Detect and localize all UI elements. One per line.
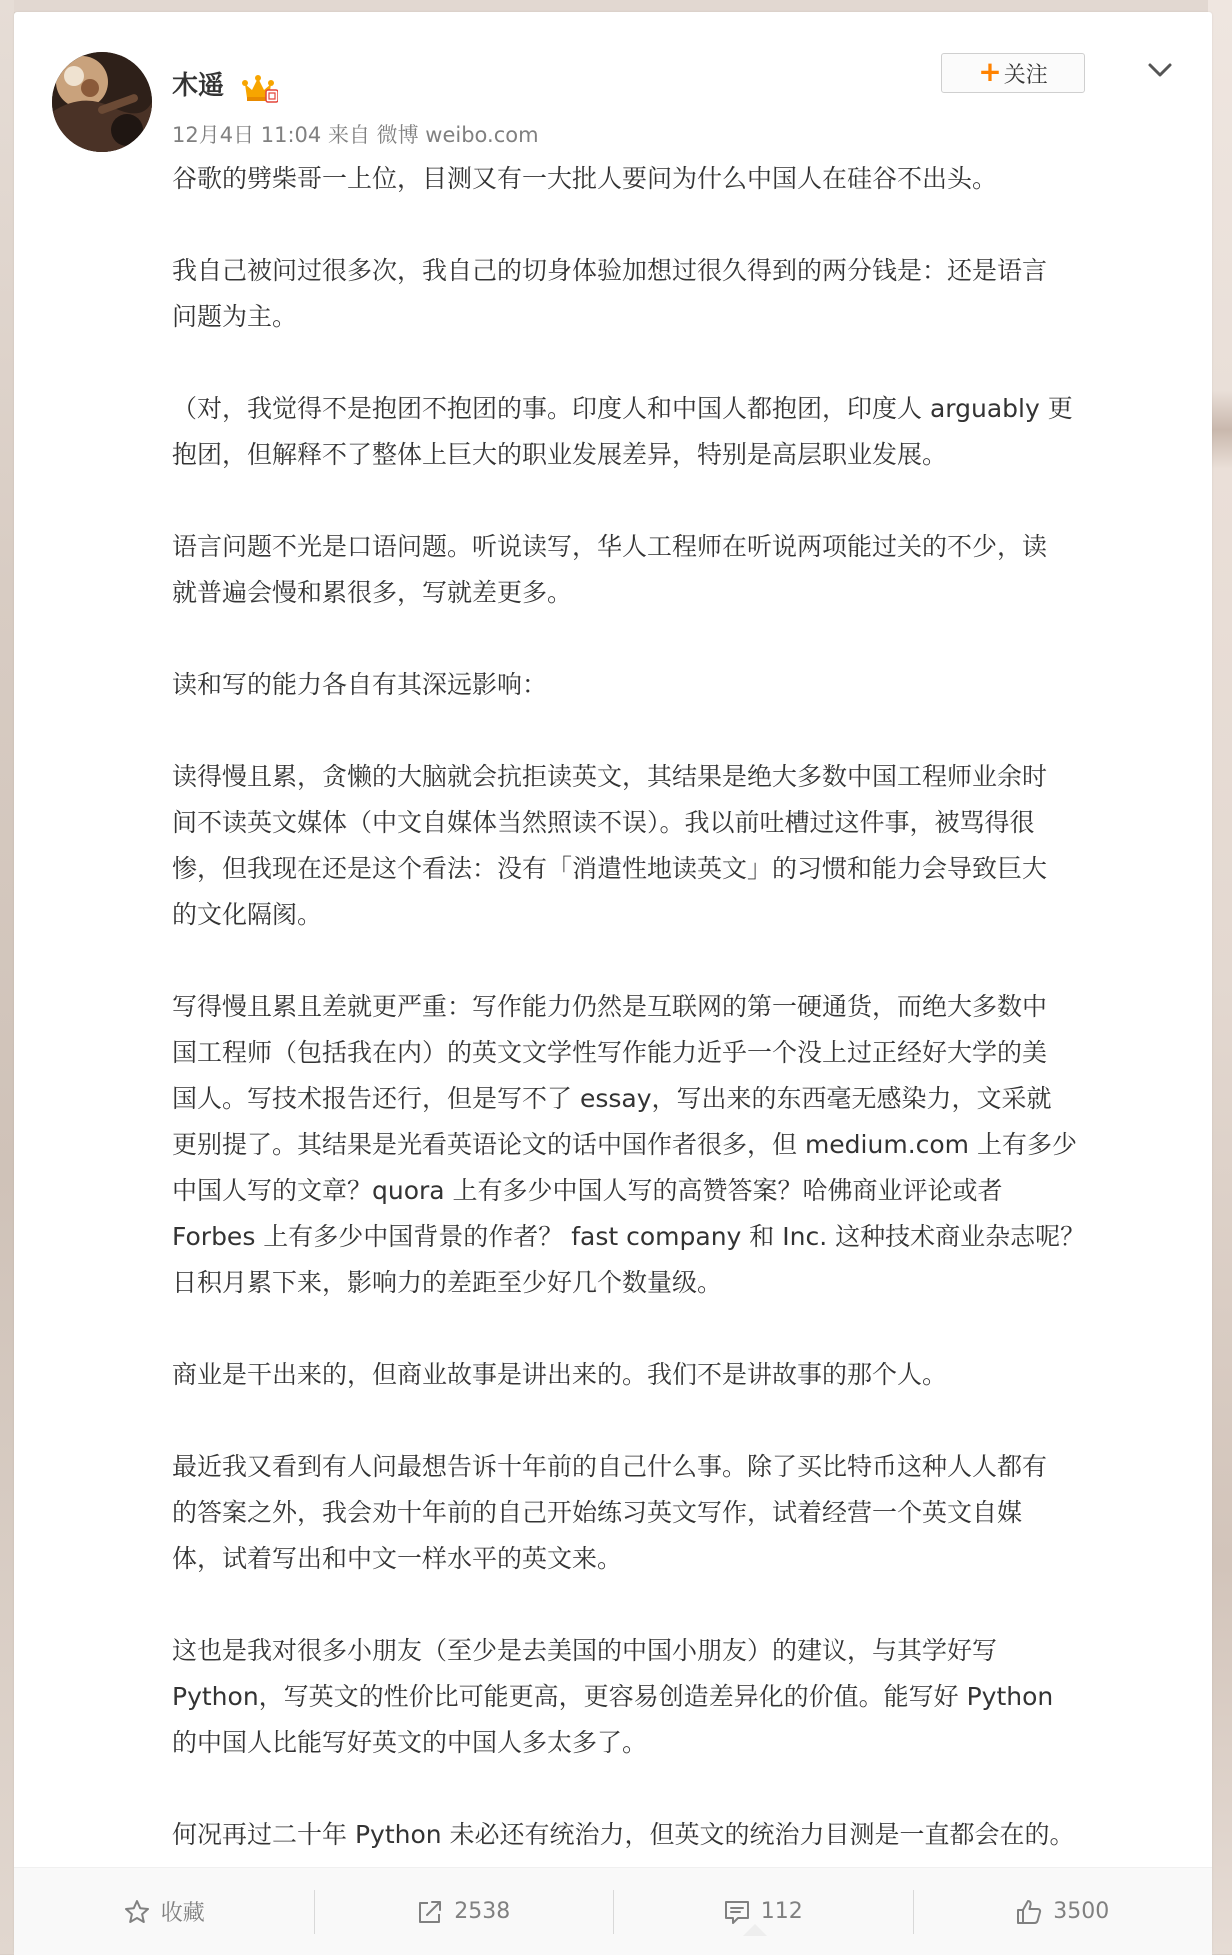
like-count: 3500 (1053, 1899, 1110, 1924)
avatar[interactable] (52, 52, 152, 152)
repost-count: 2538 (454, 1899, 511, 1924)
post-paragraph: （对，我觉得不是抱团不抱团的事。印度人和中国人都抱团，印度人 arguably 更 抱团，但解释不了整体上巨大的职业发展差异，特别是高层职业发展。 (172, 394, 1073, 469)
post-content (172, 156, 1172, 1858)
follow-label: 关注 (1003, 62, 1048, 88)
share-arrow-icon (416, 1898, 444, 1926)
post-paragraph: 读得慢且累，贪懒的大脑就会抗拒读英文，其结果是绝大多数中国工程师业余时 间不读英文媒体（中文自媒体当然照读不误）。我以前吐槽过这件事，被骂得很 惨，但我现在还是这个看法：没有「消遣性地读英文」的习惯和能力会导致巨大 的文化隔阂。 (172, 762, 1048, 929)
post-paragraph: 我自己被问过很多次，我自己的切身体验加想过很久得到的两分钱是：还是语言 问题为主。 (172, 256, 1048, 331)
post-paragraph: 读和写的能力各自有其深远影响： (172, 670, 548, 699)
post-paragraph: 何况再过二十年 Python 未必还有统治力，但英文的统治力目测是一直都会在的。 (172, 1820, 1075, 1849)
comment-button[interactable] (613, 1868, 913, 1955)
author-name[interactable]: 木遥 (172, 71, 225, 101)
chevron-down-icon[interactable] (1145, 56, 1175, 86)
post-paragraph: 商业是干出来的，但商业故事是讲出来的。我们不是讲故事的那个人。 (172, 1360, 948, 1389)
vip-crown-icon[interactable] (242, 74, 278, 104)
post-meta: 12月4日 11:04 来自 微博 weibo.com (172, 123, 539, 147)
post-paragraph: 这也是我对很多小朋友（至少是去美国的中国小朋友）的建议，与其学好写 Python，写英文的性价比可能更高，更容易创造差异化的价值。能写好 Python 的中国人比能写好英文的中国人多太多了。 (172, 1636, 1054, 1757)
favorite-label: 收藏 (160, 1901, 205, 1926)
page-background-left (0, 0, 14, 1954)
comment-caret (743, 1924, 767, 1936)
post-paragraph: 写得慢且累且差就更严重：写作能力仍然是互联网的第一硬通货，而绝大多数中 国工程师（包括我在内）的英文文学性写作能力近乎一个没上过正经好大学的美 国人。写技术报告还行，但是写不了 essay，写出来的东西毫无感染力，文采就 更别提了。其结果是光看英语论文的话中国作者很多，但 medium.com 上有多少 中国人写的文章？quora 上有多少中国人写的高赞答案？哈佛商业评论或者 Forbes 上有多少中国背景的作者？ fast company 和 Inc. 这种技术商业杂志呢？ 日积月累下来，影响力的差距至少好几个数量级。 (172, 992, 1086, 1297)
weibo-post-card (14, 12, 1212, 1954)
post-action-bar (14, 1867, 1212, 1955)
post-paragraph: 最近我又看到有人问最想告诉十年前的自己什么事。除了买比特币这种人人都有 的答案之外，我会劝十年前的自己开始练习英文写作，试着经营一个英文自媒 体，试着写出和中文一样水平的英文来。 (172, 1452, 1048, 1573)
post-paragraph: 谷歌的劈柴哥一上位，目测又有一大批人要问为什么中国人在硅谷不出头。 (172, 164, 998, 193)
favorite-button[interactable] (14, 1868, 314, 1955)
post-paragraph: 语言问题不光是口语问题。听说读写，华人工程师在听说两项能过关的不少，读 就普遍会慢和累很多，写就差更多。 (172, 532, 1048, 607)
follow-button[interactable] (941, 53, 1085, 93)
like-button[interactable] (913, 1868, 1213, 1955)
comment-icon (723, 1898, 751, 1926)
thumbs-up-icon (1015, 1898, 1043, 1926)
avatar-image (52, 52, 152, 152)
comment-count: 112 (760, 1899, 803, 1924)
star-icon (123, 1898, 151, 1926)
repost-button[interactable] (314, 1868, 614, 1955)
plus-icon: + (978, 55, 1002, 88)
page-background-top (0, 0, 1232, 12)
